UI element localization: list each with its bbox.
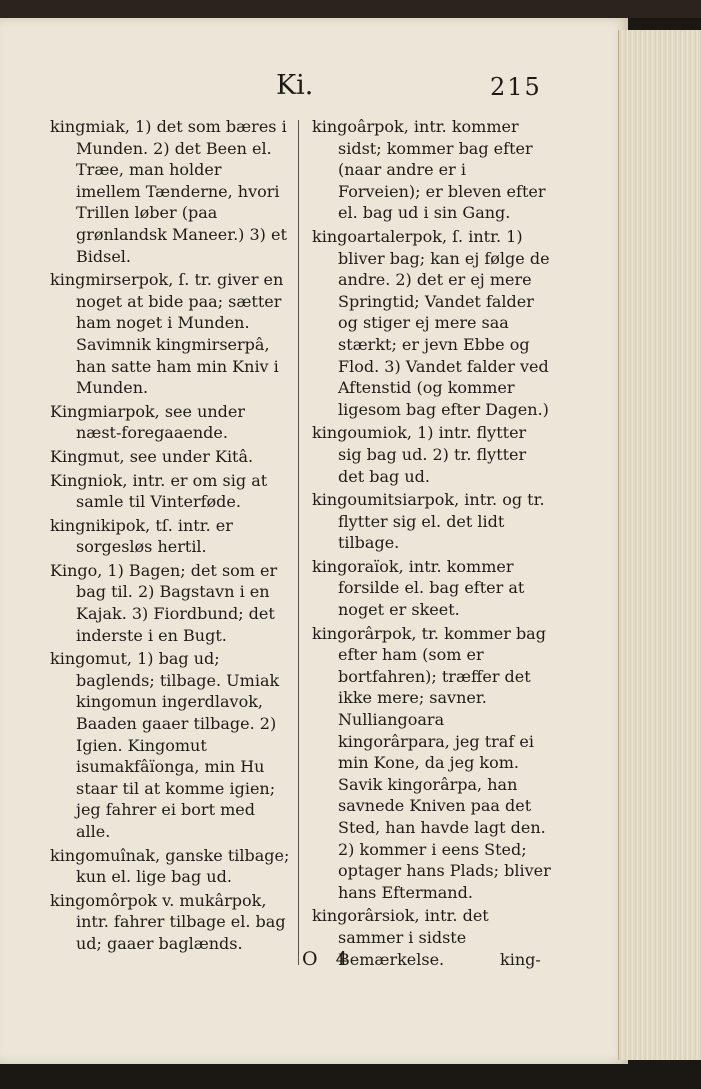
dictionary-entry: kingoumiok, 1) intr. flytter sig bag ud. 2) tr. flytter det bag ud. <box>312 423 527 486</box>
left-column <box>50 116 290 957</box>
dictionary-entry: kingmiak, 1) det som bæres i Munden. 2) det Been el. Træe, man holder imellem Tænderne, hvori Trillen løber (paa grønlandsk Maneer.) 3) et Bidsel. <box>50 117 287 266</box>
dictionary-entry: kingorârsiok, intr. det sammer i sidste Bemærkelse. <box>312 906 489 969</box>
dictionary-entry: Kingmut, see under Kitâ. <box>50 446 254 466</box>
dictionary-entry: kingorârpok, tr. kommer bag efter ham (som er bortfahren); træffer det ikke mere; savner. Nulliangoara kingorârpara, jeg traf ei min Kone, da jeg kom. Savik kingorârpa, han savnede Kniven paa det Sted, han havde lagt den. 2) kommer i eens Sted; optager hans Plads; bliver hans Eftermand. <box>312 623 551 902</box>
dictionary-entry: Kingniok, intr. er om sig at samle til Vinterføde. <box>50 470 268 512</box>
dictionary-entry: kingomôrpok v. mukârpok, intr. fahrer tilbage el. bag ud; gaaer baglænds. <box>50 890 286 953</box>
signature-mark: O 4 <box>302 948 354 970</box>
page-edges <box>618 30 701 1060</box>
dictionary-entry: kingoârpok, intr. kommer sidst; kommer bag efter (naar andre er i Forveien); er bleven efter el. bag ud i sin Gang. <box>312 117 546 223</box>
dictionary-entry: kingoraïok, intr. kommer forsilde el. bag efter at noget er skeet. <box>312 556 525 620</box>
dictionary-entry: kingoartalerpok, ſ. intr. 1) bliver bag; kan ej følge de andre. 2) det er ej mere Springtid; Vandet falder og stiger ej mere saa stærkt; er jevn Ebbe og Flod. 3) Vandet falder ved Aftenstid (og kommer ligesom bag efter Dagen.) <box>312 226 550 419</box>
catchword: king- <box>500 950 541 969</box>
dictionary-entry: Kingmiarpok, see under næst-foregaaende. <box>50 401 246 443</box>
right-column <box>312 116 552 972</box>
dictionary-entry: kingnikipok, tſ. intr. er sorgesløs hertil. <box>50 515 233 557</box>
dictionary-entry: kingomut, 1) bag ud; baglends; tilbage. Umiak kingomun ingerdlavok, Baaden gaaer tilbage. 2) Igien. Kingomut isumakfâïonga, min Hu staar til at komme igien; jeg fahrer ei bort med alle. <box>50 649 280 841</box>
column-divider <box>298 120 299 965</box>
dark-background-top <box>0 0 701 18</box>
page-number: 215 <box>490 73 542 101</box>
dictionary-entry: kingmirserpok, ſ. tr. giver en noget at bide paa; sætter ham noget i Munden. Savimnik kingmirserpâ, han satte ham min Kniv i Munden. <box>50 270 284 398</box>
dictionary-entry: kingoumitsiarpok, intr. og tr. flytter sig el. det lidt tilbage. <box>312 490 545 553</box>
dictionary-entry: kingomuînak, ganske tilbage; kun el. lige bag ud. <box>50 845 290 887</box>
running-header: Ki. <box>276 70 314 101</box>
dictionary-entry: Kingo, 1) Bagen; det som er bag til. 2) Bagstavn i en Kajak. 3) Fiordbund; det inderste i en Bugt. <box>50 560 278 645</box>
